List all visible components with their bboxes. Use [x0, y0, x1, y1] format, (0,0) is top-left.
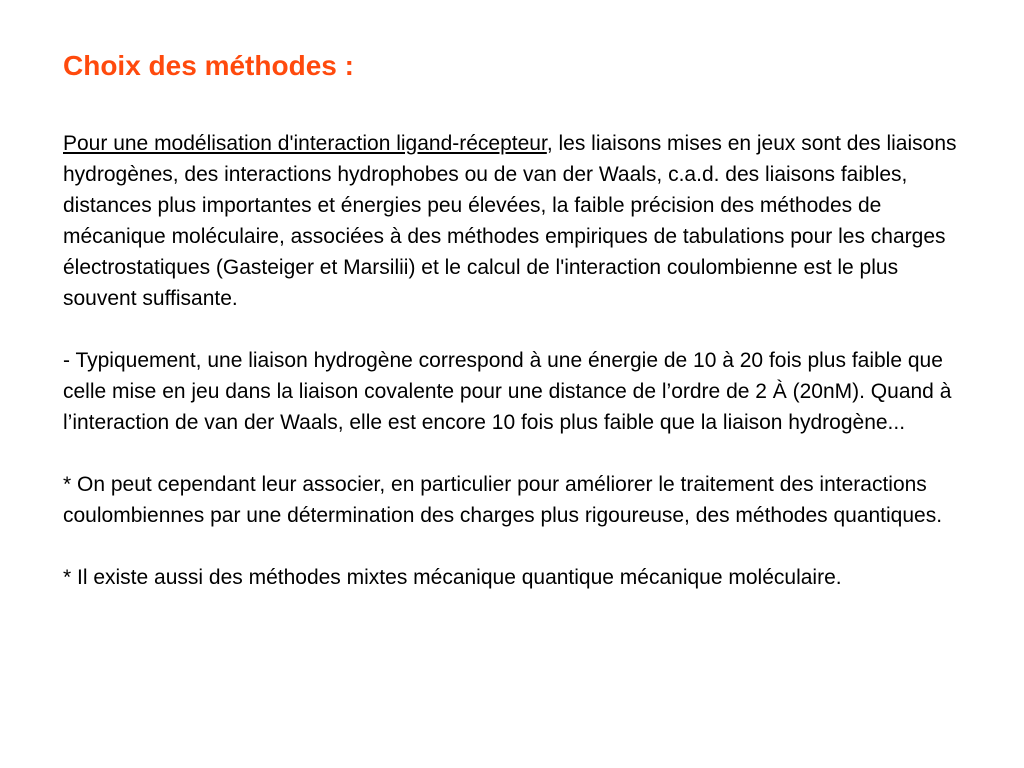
quantum-methods-paragraph: * On peut cependant leur associer, en particulier pour améliorer le traitement des interactions coulombiennes par une détermination des charges plus rigoureuse, des méthodes quantiques.: [63, 473, 943, 527]
intro-body-text: , les liaisons mises en jeux sont des liaisons hydrogènes, des interactions hydrophobes ou de van der Waals, c.a.d. des liaisons faibles, distances plus importantes et énergies peu élevées, la faible précision des méthodes de mécanique moléculaire, associées à des méthodes empiriques de tabulations pour les charges électrostatiques (Gasteiger et Marsilii) et le calcul de l'interaction coulombienne est le plus souvent suffisante.: [63, 132, 957, 310]
hydrogen-bond-paragraph: - Typiquement, une liaison hydrogène correspond à une énergie de 10 à 20 fois plus faible que celle mise en jeu dans la liaison covalente pour une distance de l’ordre de 2 À (20nM). Quand à l’interaction de van der Waals, elle est encore 10 fois plus faible que la liaison hydrogène...: [63, 349, 952, 434]
slide-content: [63, 44, 968, 593]
intro-paragraph: [63, 128, 968, 314]
mixed-methods-paragraph: * Il existe aussi des méthodes mixtes mécanique quantique mécanique moléculaire.: [63, 566, 842, 589]
intro-underlined-text: Pour une modélisation d'interaction ligand-récepteur: [63, 132, 547, 155]
slide-title: Choix des méthodes :: [63, 50, 354, 81]
